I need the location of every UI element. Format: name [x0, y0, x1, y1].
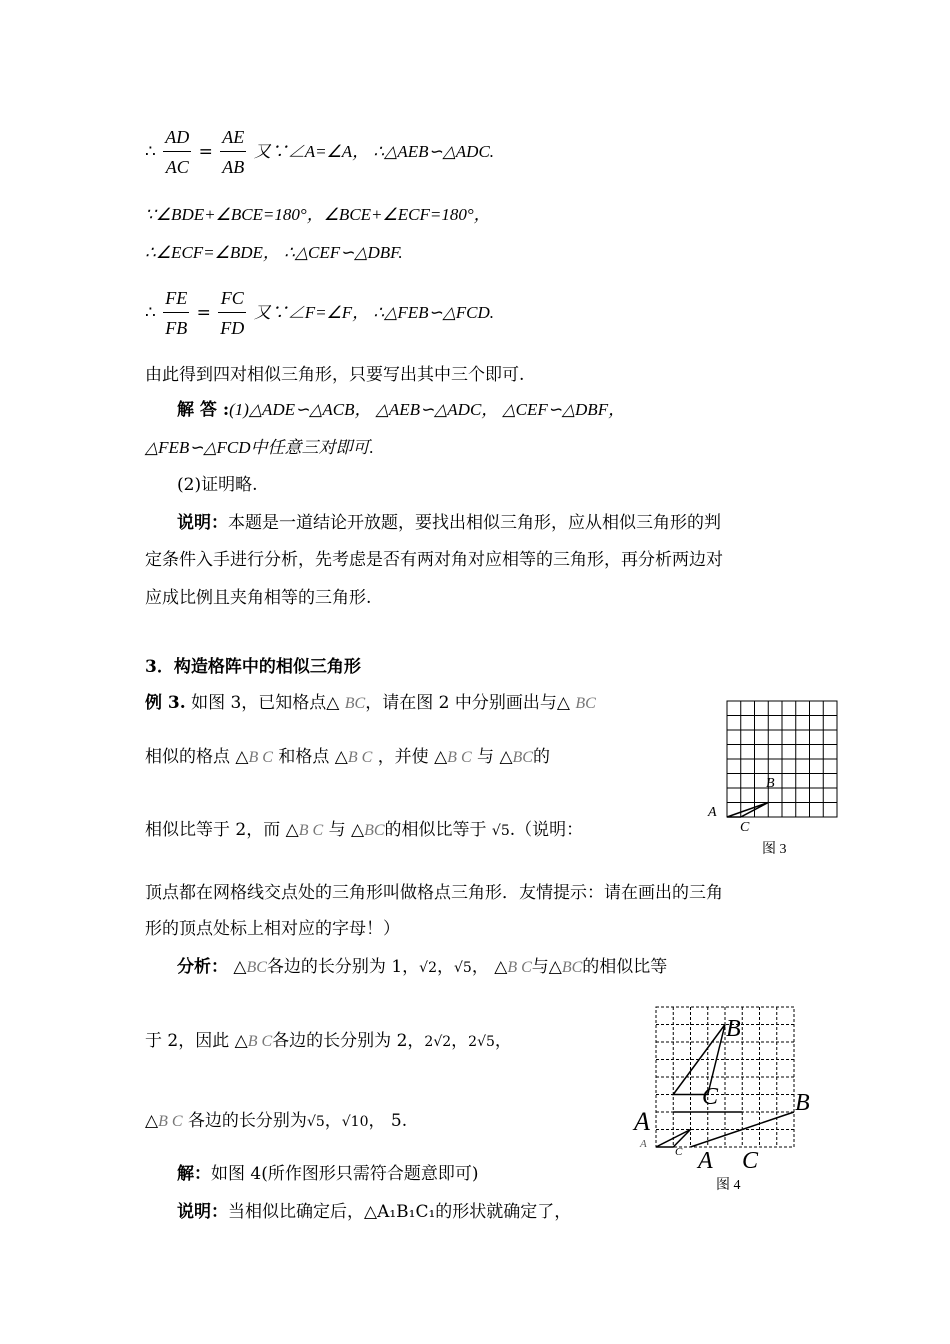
fraction-ad-ac: $\frac{AD}{AC}$ [163, 123, 191, 182]
label-c-small: C [675, 1146, 683, 1158]
label-a-big: A [634, 1107, 650, 1136]
example-line-4: 顶点都在网格线交点处的三角形叫做格点三角形．友情提示：请在画出的三角 [145, 883, 723, 903]
fraction-fc-fd: $\frac{FC}{FD}$ [218, 284, 246, 343]
proof-line-3: ∴∠ECF=∠BDE， ∴△CEF∽△DBF. [145, 243, 403, 262]
label-b1: B [726, 1016, 741, 1042]
note2-line: 说明：当相似比确定后，△A₁B₁C₁的形状就确定了， [177, 1202, 572, 1222]
label-a2: A [698, 1148, 713, 1174]
example-line-5: 形的顶点处标上相对应的字母！） [145, 919, 400, 939]
label-c: C [740, 820, 750, 835]
triangle-abc [727, 803, 768, 818]
label-c1: C [702, 1084, 719, 1110]
figure-3-grid [700, 695, 845, 865]
example-line-1: 例 3. 如图 3，已知格点△ BC，请在图 2 中分别画出与△ BC [145, 693, 596, 713]
dashed-grid-lines [656, 1007, 794, 1147]
note1-line-3: 应成比例且夹角相等的三角形. [145, 588, 372, 608]
figure-4-grid [630, 1000, 820, 1200]
note1-line-2: 定条件入手进行分析，先考虑是否有两对角对应相等的三角形，再分析两边对 [145, 550, 723, 570]
note1-line-1: 说明：本题是一道结论开放题，要找出相似三角形，应从相似三角形的判 [177, 513, 721, 533]
figure-3-caption: 图 3 [762, 842, 787, 857]
solution-line: 解：如图 4(所作图形只需符合题意即可) [177, 1164, 479, 1184]
analysis-line-3: △B C 各边的长分别为√5，√10， 5. [145, 1111, 408, 1131]
label-b2: B [795, 1090, 810, 1116]
example-line-3: 相似比等于 2，而 △B C 与 △BC的相似比等于 √5.（说明： [145, 820, 584, 840]
label-a-small: A [640, 1138, 647, 1150]
fraction-ae-ab: $\frac{AE}{AB}$ [220, 123, 246, 182]
proof-line-1: ∴ $\frac{AD}{AC}$ = $\frac{AE}{AB}$ 又∵∠A=∠A， ∴△AEB∽△ADC. [145, 122, 494, 182]
answer-line-2: △FEB∽△FCD中任意三对即可. [145, 438, 374, 457]
label-a: A [708, 805, 717, 820]
answer-line-1: 解 答 :(1)△ADE∽△ACB， △AEB∽△ADC， △CEF∽△DBF， [177, 400, 626, 420]
analysis-line-1: 分析： △BC各边的长分别为 1，√2，√5， △B C与△BC的相似比等 [177, 957, 668, 977]
proof-conclusion: 由此得到四对相似三角形，只要写出其中三个即可. [145, 365, 525, 385]
analysis-line-2: 于 2，因此 △B C各边的长分别为 2，2√2，2√5， [145, 1031, 512, 1051]
section-title: 3．构造格阵中的相似三角形 [145, 657, 361, 677]
label-b: B [766, 776, 775, 791]
example-line-2: 相似的格点 △B C 和格点 △B C ，并使 △B C 与 △BC的 [145, 747, 550, 767]
proof-line-4: ∴ $\frac{FE}{FB}$ = $\frac{FC}{FD}$ 又∵∠F=∠F， ∴△FEB∽△FCD. [145, 283, 494, 343]
grid-lines [727, 701, 837, 817]
fraction-fe-fb: $\frac{FE}{FB}$ [163, 284, 189, 343]
label-c2: C [742, 1148, 759, 1174]
proof-line-2: ∵∠BDE+∠BCE=180°，∠BCE+∠ECF=180°， [145, 205, 491, 224]
answer-line-3: (2)证明略. [177, 475, 258, 495]
figure-4-caption: 图 4 [716, 1178, 741, 1193]
